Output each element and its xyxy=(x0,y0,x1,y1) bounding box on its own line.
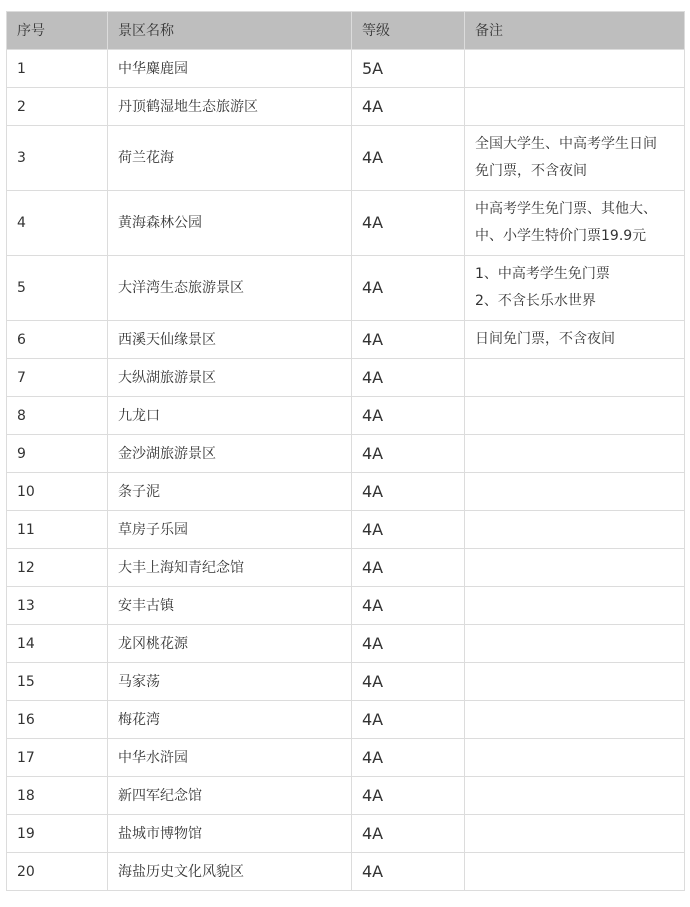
cell-grade: 5A xyxy=(352,50,465,88)
cell-grade: 4A xyxy=(352,126,465,191)
cell-grade: 4A xyxy=(352,435,465,473)
table-row xyxy=(7,625,685,663)
cell-grade: 4A xyxy=(352,473,465,511)
cell-spot-name: 海盐历史文化风貌区 xyxy=(108,853,352,891)
cell-index: 6 xyxy=(7,321,108,359)
cell-index: 5 xyxy=(7,256,108,321)
table-row xyxy=(7,126,685,191)
cell-note xyxy=(465,777,685,815)
cell-index: 20 xyxy=(7,853,108,891)
cell-note xyxy=(465,397,685,435)
cell-grade: 4A xyxy=(352,701,465,739)
cell-spot-name: 荷兰花海 xyxy=(108,126,352,191)
cell-note xyxy=(465,126,685,191)
table-row xyxy=(7,359,685,397)
table-row xyxy=(7,739,685,777)
cell-spot-name: 黄海森林公园 xyxy=(108,191,352,256)
cell-note xyxy=(465,701,685,739)
cell-grade: 4A xyxy=(352,739,465,777)
cell-spot-name: 大纵湖旅游景区 xyxy=(108,359,352,397)
cell-index: 3 xyxy=(7,126,108,191)
note-line: 2、不含长乐水世界 xyxy=(475,293,596,309)
table-row xyxy=(7,549,685,587)
cell-spot-name: 梅花湾 xyxy=(108,701,352,739)
cell-grade: 4A xyxy=(352,397,465,435)
cell-note xyxy=(465,625,685,663)
cell-spot-name: 金沙湖旅游景区 xyxy=(108,435,352,473)
cell-grade: 4A xyxy=(352,815,465,853)
cell-index: 8 xyxy=(7,397,108,435)
cell-note xyxy=(465,511,685,549)
cell-grade: 4A xyxy=(352,88,465,126)
cell-grade: 4A xyxy=(352,511,465,549)
cell-note xyxy=(465,853,685,891)
note-line: 中高考学生免门票、其他大、 xyxy=(475,201,657,217)
header-index: 序号 xyxy=(7,12,108,50)
cell-grade: 4A xyxy=(352,663,465,701)
cell-spot-name: 丹顶鹤湿地生态旅游区 xyxy=(108,88,352,126)
cell-grade: 4A xyxy=(352,587,465,625)
cell-note xyxy=(465,739,685,777)
cell-index: 17 xyxy=(7,739,108,777)
header-spot-name: 景区名称 xyxy=(108,12,352,50)
cell-note xyxy=(465,587,685,625)
cell-note xyxy=(465,549,685,587)
cell-grade: 4A xyxy=(352,625,465,663)
header-note: 备注 xyxy=(465,12,685,50)
cell-spot-name: 中华水浒园 xyxy=(108,739,352,777)
cell-index: 12 xyxy=(7,549,108,587)
cell-spot-name: 草房子乐园 xyxy=(108,511,352,549)
cell-index: 19 xyxy=(7,815,108,853)
cell-index: 18 xyxy=(7,777,108,815)
cell-note xyxy=(465,50,685,88)
table-row xyxy=(7,511,685,549)
cell-index: 14 xyxy=(7,625,108,663)
table-row xyxy=(7,701,685,739)
cell-note xyxy=(465,88,685,126)
table-row xyxy=(7,256,685,321)
cell-grade: 4A xyxy=(352,549,465,587)
cell-spot-name: 西溪天仙缘景区 xyxy=(108,321,352,359)
cell-grade: 4A xyxy=(352,359,465,397)
cell-note xyxy=(465,663,685,701)
table-row xyxy=(7,777,685,815)
cell-note xyxy=(465,191,685,256)
scenic-spots-table-container xyxy=(6,11,684,891)
cell-index: 2 xyxy=(7,88,108,126)
cell-grade: 4A xyxy=(352,777,465,815)
note-line: 全国大学生、中高考学生日间 xyxy=(475,136,657,152)
note-line: 1、中高考学生免门票 xyxy=(475,266,610,282)
cell-index: 9 xyxy=(7,435,108,473)
cell-spot-name: 盐城市博物馆 xyxy=(108,815,352,853)
cell-index: 10 xyxy=(7,473,108,511)
table-row xyxy=(7,815,685,853)
header-grade: 等级 xyxy=(352,12,465,50)
cell-spot-name: 龙冈桃花源 xyxy=(108,625,352,663)
cell-note xyxy=(465,256,685,321)
scenic-spots-table xyxy=(6,11,685,891)
cell-note xyxy=(465,473,685,511)
cell-grade: 4A xyxy=(352,256,465,321)
cell-spot-name: 马家荡 xyxy=(108,663,352,701)
table-row xyxy=(7,473,685,511)
cell-note xyxy=(465,435,685,473)
cell-index: 16 xyxy=(7,701,108,739)
table-header-row xyxy=(7,12,685,50)
cell-grade: 4A xyxy=(352,321,465,359)
note-line: 日间免门票，不含夜间 xyxy=(475,331,615,347)
cell-spot-name: 中华麋鹿园 xyxy=(108,50,352,88)
cell-index: 11 xyxy=(7,511,108,549)
cell-index: 15 xyxy=(7,663,108,701)
cell-spot-name: 大洋湾生态旅游景区 xyxy=(108,256,352,321)
table-body xyxy=(7,50,685,891)
table-row xyxy=(7,88,685,126)
note-line: 中、小学生特价门票19.9元 xyxy=(475,228,647,244)
cell-index: 7 xyxy=(7,359,108,397)
table-row xyxy=(7,50,685,88)
cell-index: 4 xyxy=(7,191,108,256)
cell-spot-name: 新四军纪念馆 xyxy=(108,777,352,815)
cell-note xyxy=(465,321,685,359)
cell-grade: 4A xyxy=(352,191,465,256)
cell-spot-name: 九龙口 xyxy=(108,397,352,435)
table-row xyxy=(7,663,685,701)
note-line: 免门票，不含夜间 xyxy=(475,163,587,179)
table-row xyxy=(7,587,685,625)
cell-spot-name: 大丰上海知青纪念馆 xyxy=(108,549,352,587)
table-row xyxy=(7,397,685,435)
cell-spot-name: 安丰古镇 xyxy=(108,587,352,625)
table-row xyxy=(7,435,685,473)
cell-index: 1 xyxy=(7,50,108,88)
table-row xyxy=(7,853,685,891)
cell-spot-name: 条子泥 xyxy=(108,473,352,511)
cell-index: 13 xyxy=(7,587,108,625)
cell-note xyxy=(465,815,685,853)
table-row xyxy=(7,321,685,359)
cell-note xyxy=(465,359,685,397)
table-row xyxy=(7,191,685,256)
cell-grade: 4A xyxy=(352,853,465,891)
